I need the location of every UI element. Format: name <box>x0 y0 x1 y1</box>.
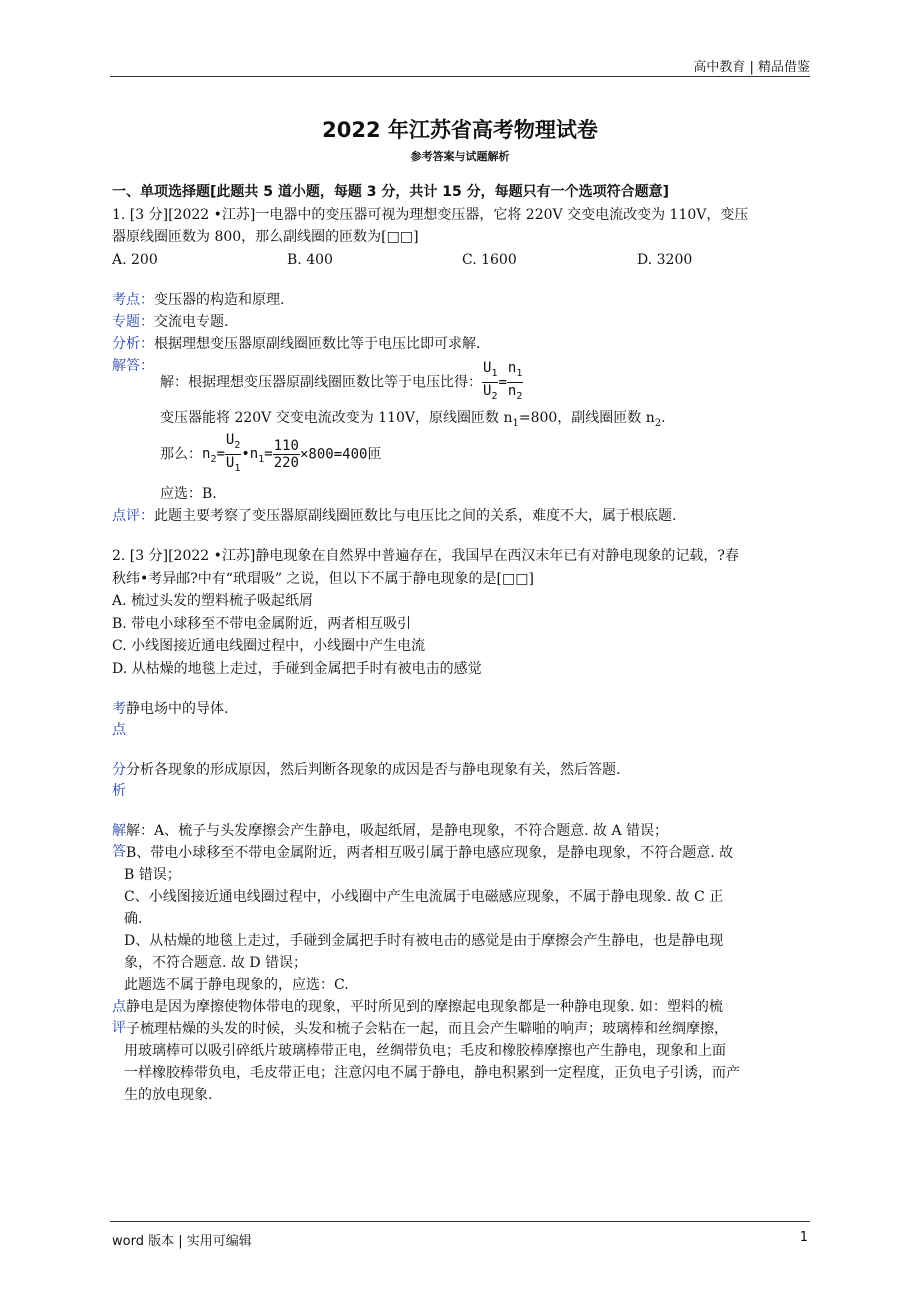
q1-fenxi-row <box>112 334 812 354</box>
footer-divider <box>110 1221 810 1222</box>
q1-fenxi: 根据理想变压器原副线圈匝数比等于电压比即可求解. <box>154 336 481 352</box>
q2-stem-line2: 秋纬•考异邮?中有“玳瑁吸” 之说，但以下不属于静电现象的是[□□] <box>112 571 534 587</box>
document-subtitle: 参考答案与试题解析 <box>410 150 510 163</box>
q2-dianping-line-4: 一样橡胶棒带负电，毛皮带正电；注意闪电不属于静电，静电积累到一定程度，正负电子引诱，而产 <box>124 1065 740 1081</box>
q1-solution-step3: 那么：$n_2=$ $\frac{U_2}{U_1}$ $•n_1=$ $\frac{110}{220}$ ×800=400匝 <box>160 432 760 482</box>
ratio-u-fraction: $\frac{U_1}{U_2}$ <box>483 360 498 402</box>
q2-kaodian-label-2: 点 <box>112 722 126 738</box>
q2-jie-line-2: B、带电小球移至不带电金属附近，两者相互吸引属于静电感应现象，是静电现象，不符合题意. 故 <box>126 845 734 861</box>
q2-jie-line-6: D、从枯燥的地毯上走过，手碰到金属把手时有被电击的感觉是由于摩擦会产生静电，也是静电现 <box>124 933 724 949</box>
q1-kaodian-label: 考点： <box>112 292 154 308</box>
page-header: 高中教育 | 精品借鉴 <box>693 60 810 75</box>
q1-dianping-label: 点评： <box>112 508 154 524</box>
q1-option-c: C. 1600 <box>462 252 517 268</box>
q2-jie-line-1: 解：A、梳子与头发摩擦会产生静电，吸起纸屑，是静电现象，不符合题意. 故 A 错误； <box>126 823 669 839</box>
q1-stem-line1: 1. [3 分][2022 •江苏]一电器中的变压器可视为理想变压器，它将 220V 交变电流改变为 110V，变压 <box>112 207 749 223</box>
q1-jieda-label: 解答： <box>112 358 154 374</box>
q1-fenxi-label: 分析： <box>112 336 154 352</box>
document-title: 2022 年江苏省高考物理试卷 <box>322 118 598 142</box>
header-divider <box>110 76 810 77</box>
q1-stem-line2: 器原线圈匝数为 800，那么副线圈的匝数为[□□] <box>112 229 419 245</box>
q1-kaodian: 变压器的构造和原理. <box>154 292 285 308</box>
q2-dianping-label-2: 评 <box>112 1020 126 1036</box>
q1-zhuanti: 交流电专题. <box>154 314 229 330</box>
q2-dianping-line-5: 生的放电现象. <box>124 1087 213 1103</box>
q2-fenxi: 分析各现象的形成原因，然后判断各现象的成因是否与静电现象有关，然后答题. <box>126 762 621 778</box>
q2-kaodian: 静电场中的导体. <box>126 701 229 717</box>
q2-jieda-label-1: 解 <box>112 823 126 839</box>
page-footer: word 版本 | 实用可编辑 <box>112 1234 252 1249</box>
q1-option-b: B. 400 <box>287 252 333 268</box>
q1-option-d: D. 3200 <box>637 252 693 268</box>
q1-dianping-row <box>112 506 812 526</box>
q1-zhuanti-row <box>112 312 812 332</box>
section-heading: 一、单项选择题[此题共 5 道小题，每题 3 分，共计 15 分，每题只有一个选项符合题意] <box>112 184 670 200</box>
q2-jie-line-7: 象，不符合题意. 故 D 错误； <box>124 955 308 971</box>
q2-dianping-line-1: 静电是因为摩擦使物体带电的现象，平时所见到的摩擦起电现象都是一种静电现象. 如：塑料的梳 <box>126 999 723 1015</box>
q2-dianping-line-3: 用玻璃棒可以吸引碎纸片玻璃棒带正电，丝绸带负电；毛皮和橡胶棒摩擦也产生静电，现象和上面 <box>124 1043 726 1059</box>
q1-options <box>112 250 812 270</box>
q2-jieda-label-2: 答 <box>112 844 126 860</box>
q1-solution-step2: 变压器能将 220V 交变电流改变为 110V，原线圈匝数 $n_1=800$，副线圈匝数 $n_2$. <box>160 410 666 429</box>
q2-jie-line-4: C、小线图接近通电线圈过程中，小线圈中产生电流属于电磁感应现象，不属于静电现象. 故 C 正 <box>124 889 724 905</box>
q2-fenxi-label-1: 分 <box>112 762 126 778</box>
q1-answer: 应选：B. <box>160 486 217 502</box>
value-fraction: $\frac{110}{220}$ <box>273 437 299 471</box>
ratio-n-fraction: $\frac{n_1}{n_2}$ <box>507 360 523 402</box>
q1-dianping: 此题主要考察了变压器原副线圈匝数比与电压比之间的关系，难度不大，属于根底题. <box>154 508 677 524</box>
q2-dianping-line-2: 子梳理枯燥的头发的时候，头发和梳子会粘在一起，而且会产生噼啪的响声；玻璃棒和丝绸摩擦， <box>126 1021 728 1037</box>
q1-kaodian-row <box>112 290 812 310</box>
q2-stem-line1: 2. [3 分][2022 •江苏]静电现象在自然界中普遍存在，我国早在西汉末年已有对静电现象的记载，?春 <box>112 548 739 564</box>
voltage-fraction: $\frac{U_2}{U_1}$ <box>225 432 241 474</box>
q2-option-c: C. 小线图接近通电线圈过程中，小线圈中产生电流 <box>112 638 426 654</box>
q2-dianping-label-1: 点 <box>112 999 126 1015</box>
q2-option-d: D. 从枯燥的地毯上走过，手碰到金属把手时有被电击的感觉 <box>112 661 482 677</box>
q1-solution-step1: 解：根据理想变压器原副线圈匝数比等于电压比得： $\frac{U_1}{U_2}$ = $\frac{n_1}{n_2}$ <box>160 360 760 405</box>
q1-jie1: 解：根据理想变压器原副线圈匝数比等于电压比得： <box>160 374 482 391</box>
q1-option-a: A. 200 <box>112 252 158 268</box>
q2-jie-line-3: B 错误； <box>124 867 181 883</box>
q2-fenxi-label-2: 析 <box>112 783 126 799</box>
q1-zhuanti-label: 专题： <box>112 314 154 330</box>
q2-jie-line-8: 此题选不属于静电现象的，应选：C. <box>124 977 349 993</box>
q2-kaodian-label-1: 考 <box>112 701 126 717</box>
q2-option-a: A. 梳过头发的塑料梳子吸起纸屑 <box>112 593 314 609</box>
page-number: 1 <box>799 1230 808 1245</box>
q2-jie-line-5: 确. <box>124 911 143 927</box>
q2-option-b: B. 带电小球移至不带电金属附近，两者相互吸引 <box>112 616 412 632</box>
